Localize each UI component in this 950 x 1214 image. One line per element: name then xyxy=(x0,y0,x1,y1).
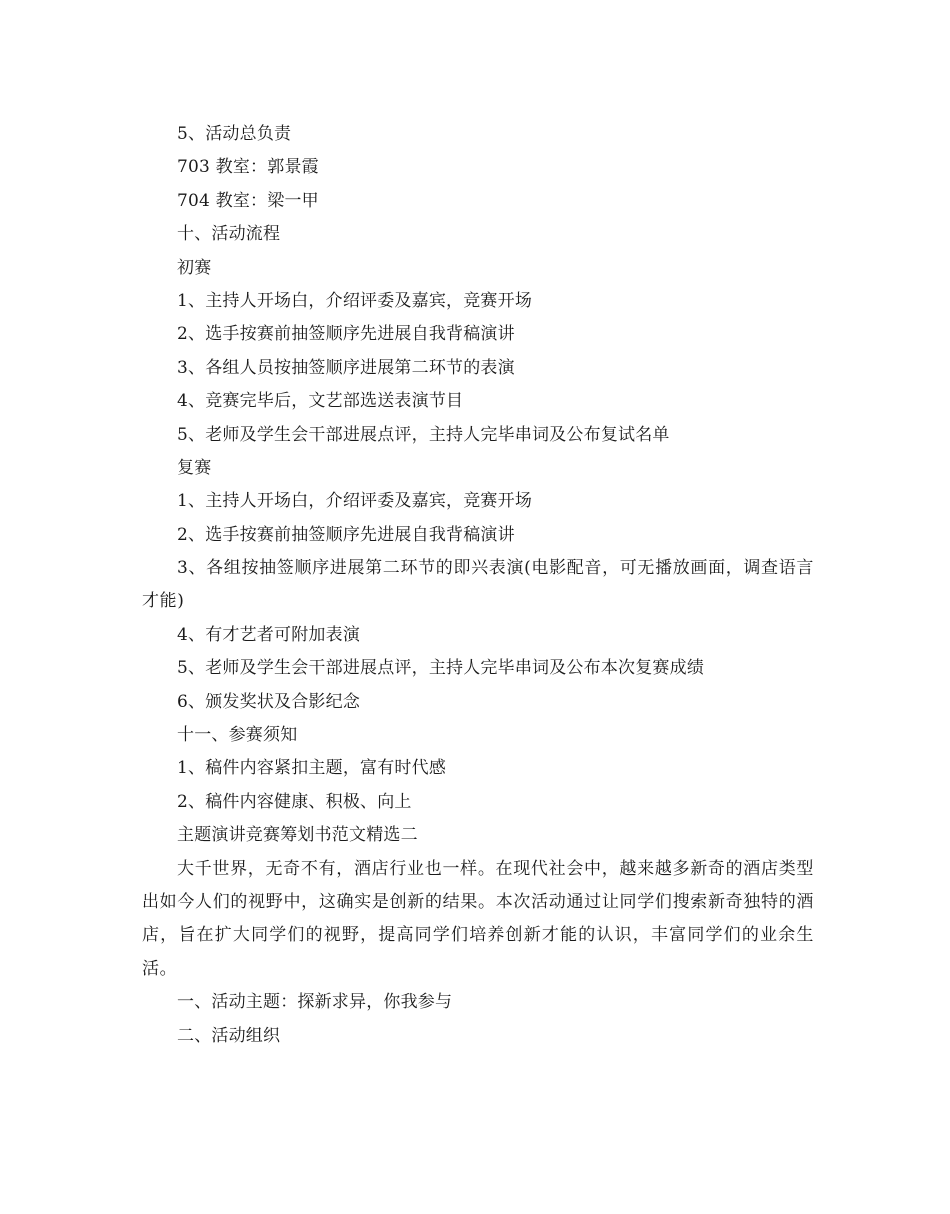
section-heading: 十、活动流程 xyxy=(177,224,281,245)
document-body xyxy=(142,118,814,1053)
subsection-heading: 复赛 xyxy=(177,457,212,478)
list-item: 4、竞赛完毕后，文艺部选送表演节目 xyxy=(177,391,464,412)
list-item: 1、主持人开场白，介绍评委及嘉宾，竞赛开场 xyxy=(177,491,533,512)
list-item: 4、有才艺者可附加表演 xyxy=(177,624,361,645)
section-heading: 十一、参赛须知 xyxy=(177,725,298,746)
intro-paragraph: 大千世界，无奇不有，酒店行业也一样。在现代社会中，越来越多新奇的酒店类型出如今人们的视野中，这确实是创新的结果。本次活动通过让同学们搜索新奇独特的酒店，旨在扩大同学们的视野，提高同学们培养创新才能的认识，丰富同学们的业余生活。 xyxy=(142,858,814,979)
list-item: 6、颁发奖状及合影纪念 xyxy=(177,691,361,712)
subsection-heading: 初赛 xyxy=(177,257,212,278)
list-item: 5、老师及学生会干部进展点评，主持人完毕串词及公布复试名单 xyxy=(177,424,670,445)
text-line: 703 教室：郭景霞 xyxy=(177,157,319,178)
list-item: 2、选手按赛前抽签顺序先进展自我背稿演讲 xyxy=(177,324,515,345)
list-item: 1、主持人开场白，介绍评委及嘉宾，竞赛开场 xyxy=(177,290,533,311)
list-item-paragraph: 3、各组按抽签顺序进展第二环节的即兴表演(电影配音，可无播放画面，调查语言才能) xyxy=(142,558,814,612)
section-heading: 一、活动主题：探新求异，你我参与 xyxy=(177,992,453,1013)
section-heading: 二、活动组织 xyxy=(177,1025,281,1046)
list-item: 5、老师及学生会干部进展点评，主持人完毕串词及公布本次复赛成绩 xyxy=(177,658,705,679)
text-line: 704 教室：梁一甲 xyxy=(177,190,319,211)
list-item: 2、选手按赛前抽签顺序先进展自我背稿演讲 xyxy=(177,524,515,545)
list-item: 1、稿件内容紧扣主题，富有时代感 xyxy=(177,758,447,779)
list-item: 3、各组人员按抽签顺序进展第二环节的表演 xyxy=(177,357,515,378)
list-item: 2、稿件内容健康、积极、向上 xyxy=(177,791,412,812)
text-line: 5、活动总负责 xyxy=(177,124,292,144)
document-subtitle: 主题演讲竞赛筹划书范文精选二 xyxy=(177,825,418,846)
